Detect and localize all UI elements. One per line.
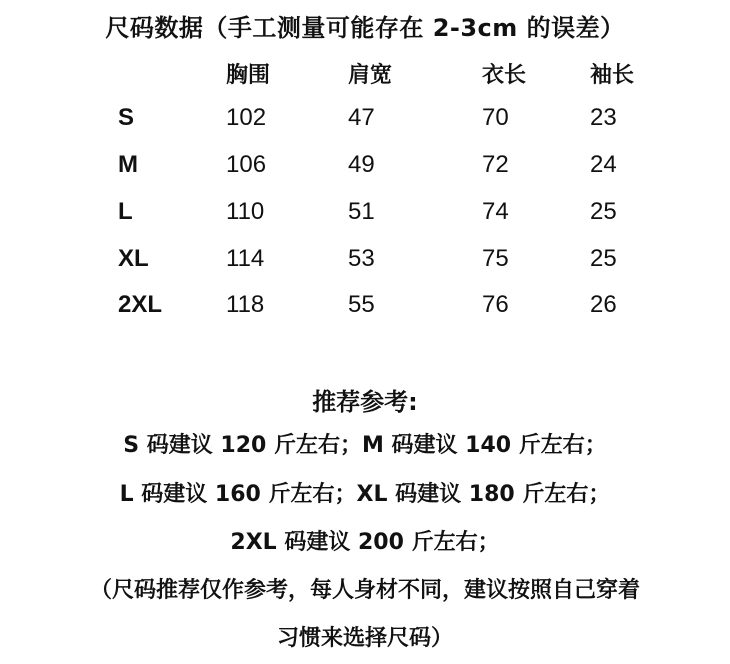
table-cell: 51 bbox=[348, 198, 375, 225]
table-cell: 53 bbox=[348, 245, 375, 272]
table-cell: 72 bbox=[482, 151, 509, 178]
recommendation-line: S 码建议 120 斤左右；M 码建议 140 斤左右； bbox=[123, 433, 607, 458]
recommendation-title: 推荐参考: bbox=[312, 388, 418, 416]
recommendation-note-line: （尺码推荐仅作参考，每人身材不同，建议按照自己穿着 bbox=[89, 578, 640, 603]
table-cell: 114 bbox=[226, 245, 265, 272]
recommendation-line: L 码建议 160 斤左右；XL 码建议 180 斤左右； bbox=[119, 482, 611, 507]
table-cell: 106 bbox=[226, 151, 267, 178]
table-cell: 110 bbox=[226, 198, 265, 225]
column-header: 衣长 bbox=[482, 63, 527, 88]
table-cell: 74 bbox=[482, 198, 509, 225]
size-label: M bbox=[118, 151, 138, 178]
page-title: 尺码数据（手工测量可能存在 2-3cm 的误差） bbox=[105, 14, 625, 42]
table-cell: 49 bbox=[348, 151, 375, 178]
size-table bbox=[0, 58, 730, 328]
table-cell: 26 bbox=[590, 291, 617, 318]
size-label: 2XL bbox=[118, 291, 163, 318]
table-cell: 102 bbox=[226, 104, 267, 131]
size-label: L bbox=[118, 198, 133, 225]
column-header: 胸围 bbox=[226, 63, 271, 88]
recommendation-line: 2XL 码建议 200 斤左右； bbox=[230, 530, 500, 555]
recommendation-note-line: 习惯来选择尺码） bbox=[276, 626, 453, 651]
column-header: 袖长 bbox=[590, 63, 635, 88]
table-cell: 23 bbox=[590, 104, 617, 131]
table-cell: 25 bbox=[590, 198, 617, 225]
size-label: XL bbox=[118, 245, 149, 272]
size-label: S bbox=[118, 104, 135, 131]
table-cell: 118 bbox=[226, 291, 265, 318]
table-cell: 24 bbox=[590, 151, 617, 178]
table-cell: 55 bbox=[348, 291, 375, 318]
table-cell: 75 bbox=[482, 245, 509, 272]
table-cell: 47 bbox=[348, 104, 375, 131]
table-cell: 70 bbox=[482, 104, 509, 131]
table-cell: 25 bbox=[590, 245, 617, 272]
table-cell: 76 bbox=[482, 291, 509, 318]
column-header: 肩宽 bbox=[348, 63, 393, 88]
